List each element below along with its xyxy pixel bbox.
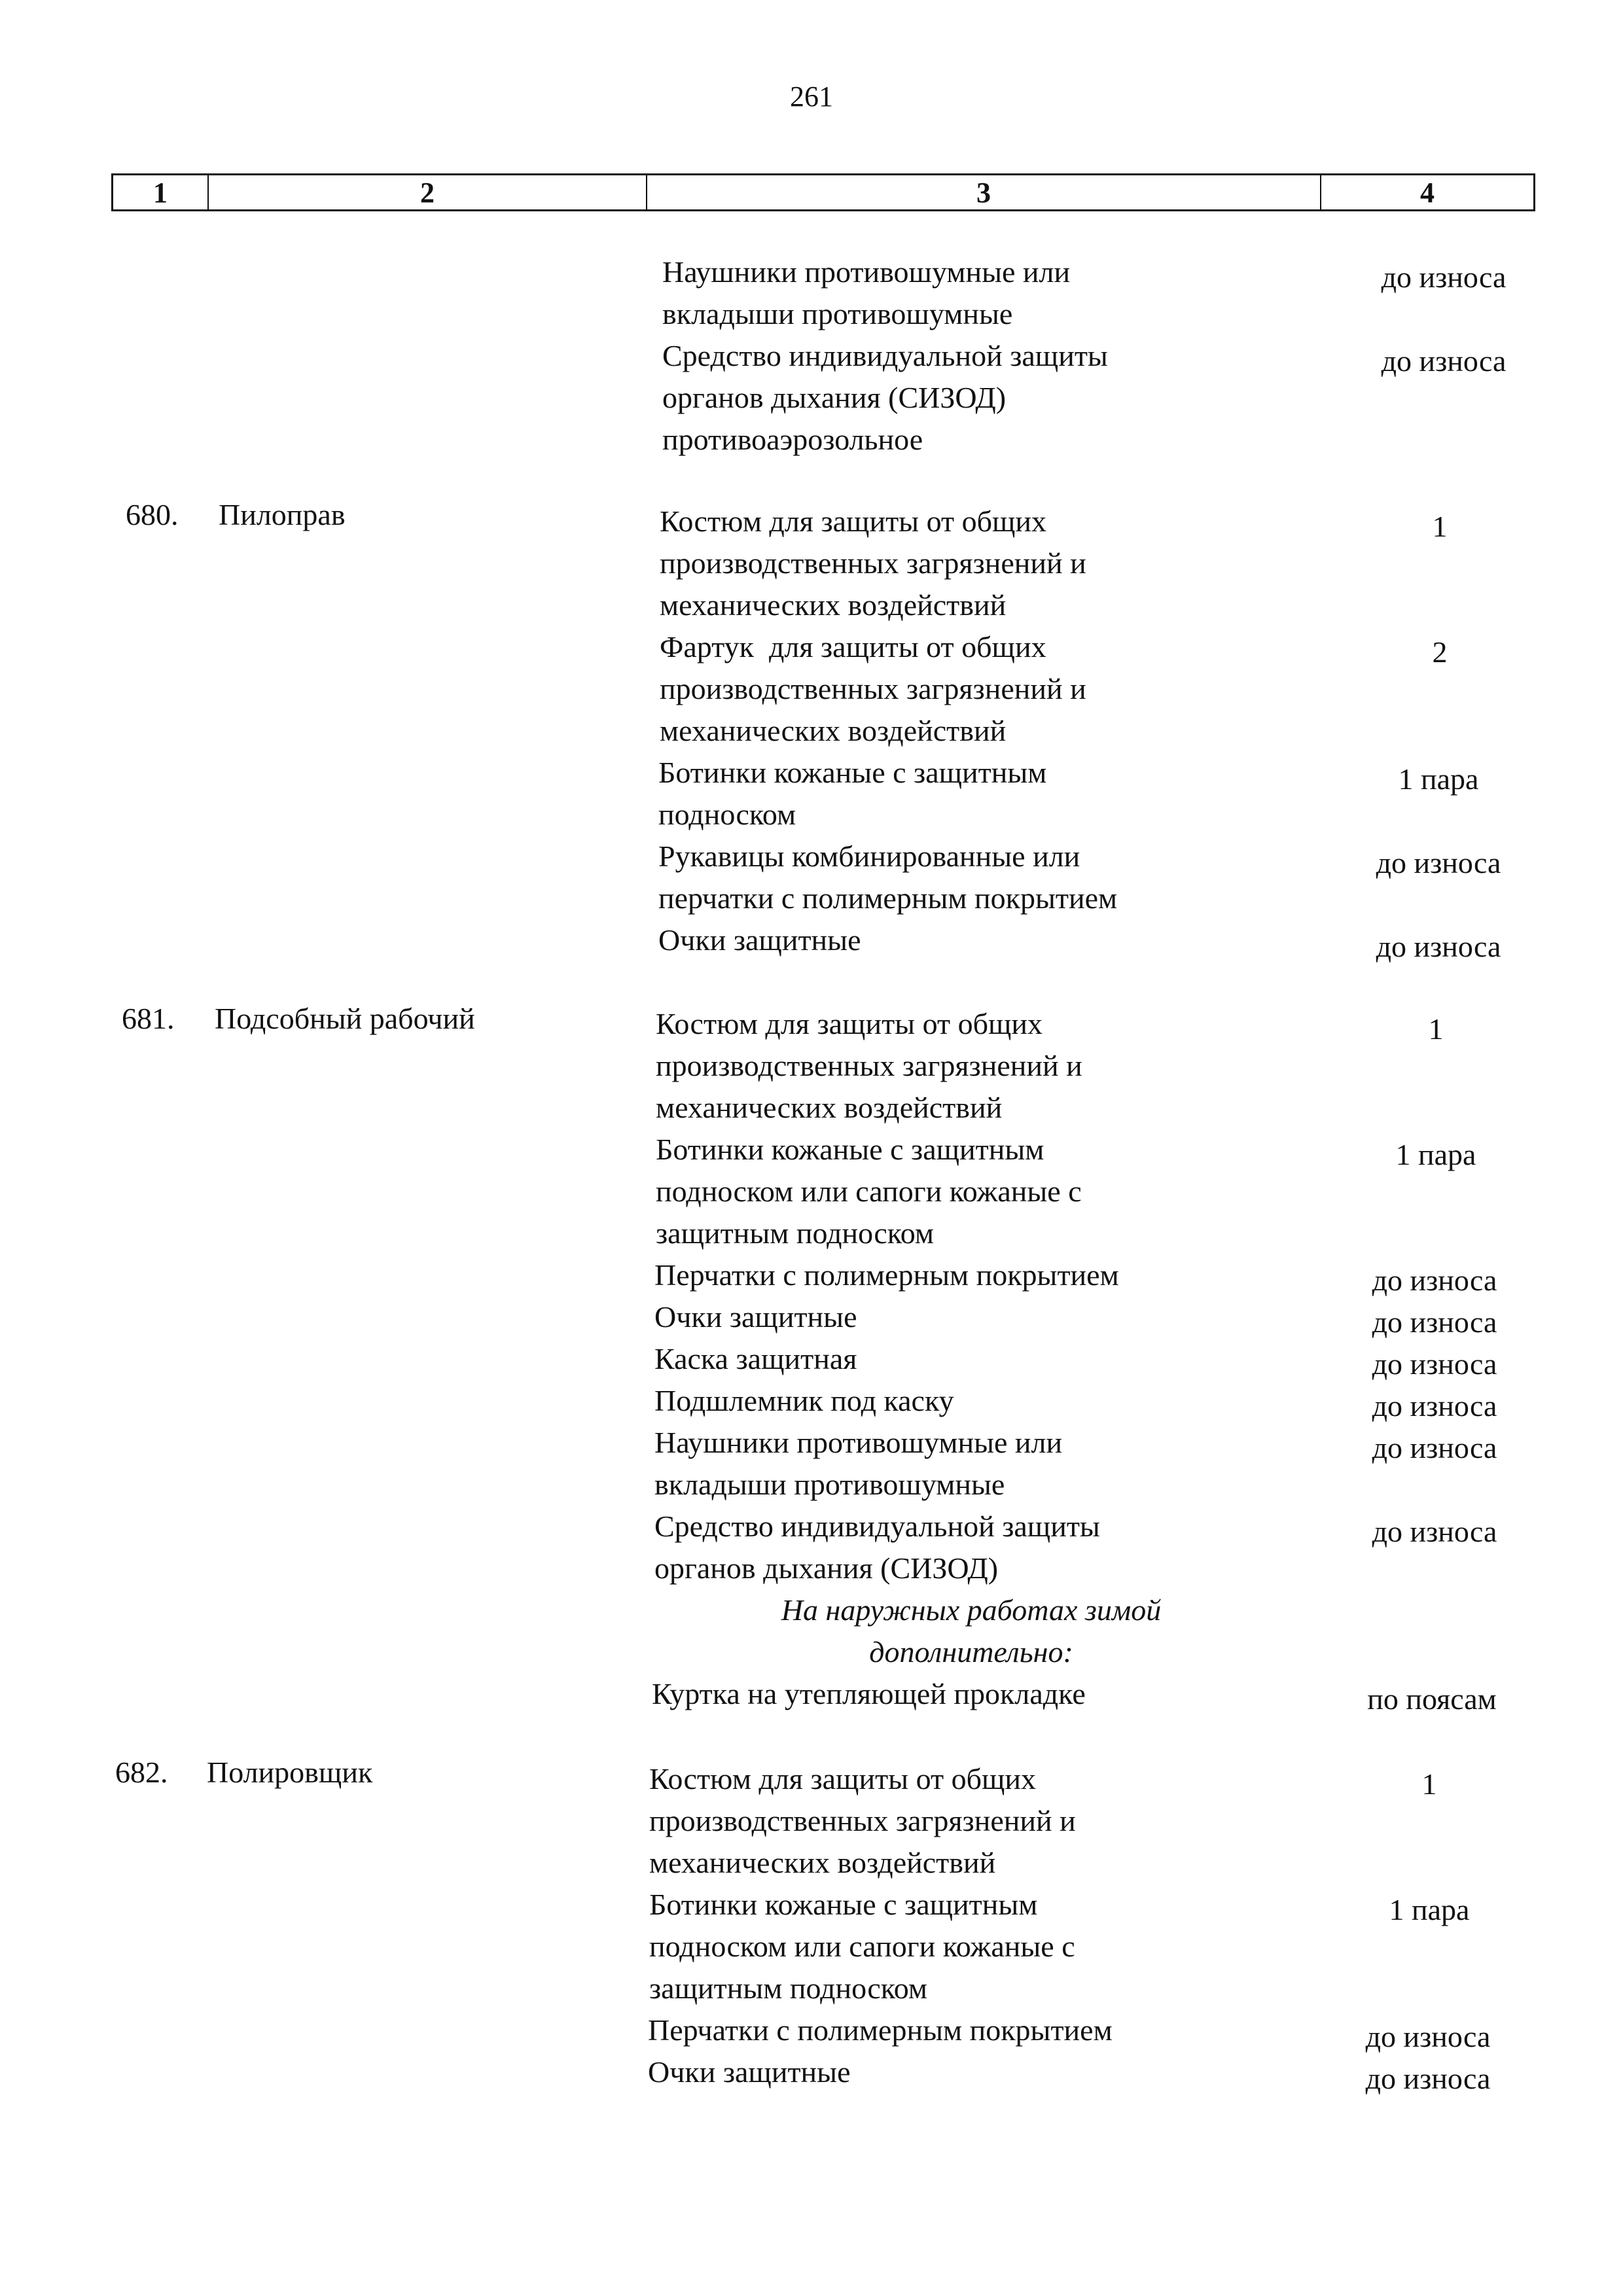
item-text: Фартук для защиты от общих производственных загрязнений и механических воздействий	[660, 630, 1086, 747]
item-qty: до износа	[1376, 930, 1501, 963]
item-qty: до износа	[1372, 1515, 1497, 1548]
item-text: Очки защитные	[658, 923, 861, 957]
profession-name: Подсобный рабочий	[215, 1002, 475, 1035]
item-qty: до износа	[1372, 1431, 1497, 1464]
item-qty: до износа	[1381, 344, 1507, 378]
item-qty: до износа	[1381, 260, 1507, 294]
item-text: Куртка на утепляющей прокладке	[652, 1677, 1086, 1710]
item-qty: до износа	[1365, 2020, 1491, 2053]
item-text: Ботинки кожаные с защитным подноском или сапоги кожаные с защитным подноском	[656, 1133, 1082, 1250]
item-qty: до износа	[1372, 1347, 1497, 1381]
item-qty: 1 пара	[1395, 1138, 1476, 1171]
item-text: Каска защитная	[654, 1342, 857, 1375]
item-qty: 1	[1421, 1767, 1437, 1801]
item-qty: до износа	[1372, 1389, 1497, 1422]
item-text: Наушники противошумные или вкладыши противошумные	[654, 1426, 1063, 1501]
item-text: Средство индивидуальной защиты органов дыхания (СИЗОД)	[654, 1510, 1100, 1585]
item-text: Ботинки кожаные с защитным подноском	[658, 756, 1047, 831]
item-qty: 2	[1432, 635, 1448, 669]
header-col-3: 3	[647, 175, 1321, 209]
profession-name: Полировщик	[207, 1756, 373, 1789]
item-text: Костюм для защиты от общих производственных загрязнений и механических воздействий	[649, 1762, 1076, 1879]
item-qty: 1	[1428, 1012, 1444, 1046]
table-header	[111, 173, 1535, 211]
header-col-2: 2	[209, 175, 647, 209]
item-text: Очки защитные	[648, 2055, 851, 2089]
item-qty: до износа	[1376, 846, 1501, 879]
item-qty: 1	[1432, 510, 1448, 543]
item-text: Перчатки с полимерным покрытием	[648, 2013, 1113, 2047]
row-number: 680.	[126, 498, 179, 531]
item-qty: до износа	[1372, 1263, 1497, 1297]
winter-note: На наружных работах зимой дополнительно:	[781, 1593, 1162, 1669]
item-qty: 1 пара	[1389, 1893, 1470, 1926]
item-qty: до износа	[1372, 1305, 1497, 1339]
item-text: Подшлемник под каску	[654, 1384, 954, 1417]
header-col-1: 1	[113, 175, 209, 209]
row-number: 681.	[122, 1002, 175, 1035]
item-qty: по поясам	[1367, 1682, 1497, 1716]
header-col-4: 4	[1420, 177, 1435, 209]
row-number: 682.	[115, 1756, 168, 1789]
item-text: Наушники противошумные или вкладыши противошумные	[662, 255, 1071, 330]
item-text: Ботинки кожаные с защитным подноском или сапоги кожаные с защитным подноском	[649, 1888, 1075, 2005]
item-text: Костюм для защиты от общих производственных загрязнений и механических воздействий	[656, 1007, 1082, 1124]
item-text: Рукавицы комбинированные или перчатки с полимерным покрытием	[658, 839, 1118, 915]
profession-name: Пилоправ	[219, 498, 346, 531]
item-text: Перчатки с полимерным покрытием	[654, 1258, 1119, 1292]
item-qty: до износа	[1365, 2062, 1491, 2095]
item-text: Очки защитные	[654, 1300, 857, 1333]
item-text: Костюм для защиты от общих производственных загрязнений и механических воздействий	[660, 504, 1086, 622]
item-text: Средство индивидуальной защиты органов дыхания (СИЗОД) противоаэрозольное	[662, 339, 1108, 456]
page-number: 261	[790, 80, 833, 113]
item-qty: 1 пара	[1398, 762, 1479, 796]
